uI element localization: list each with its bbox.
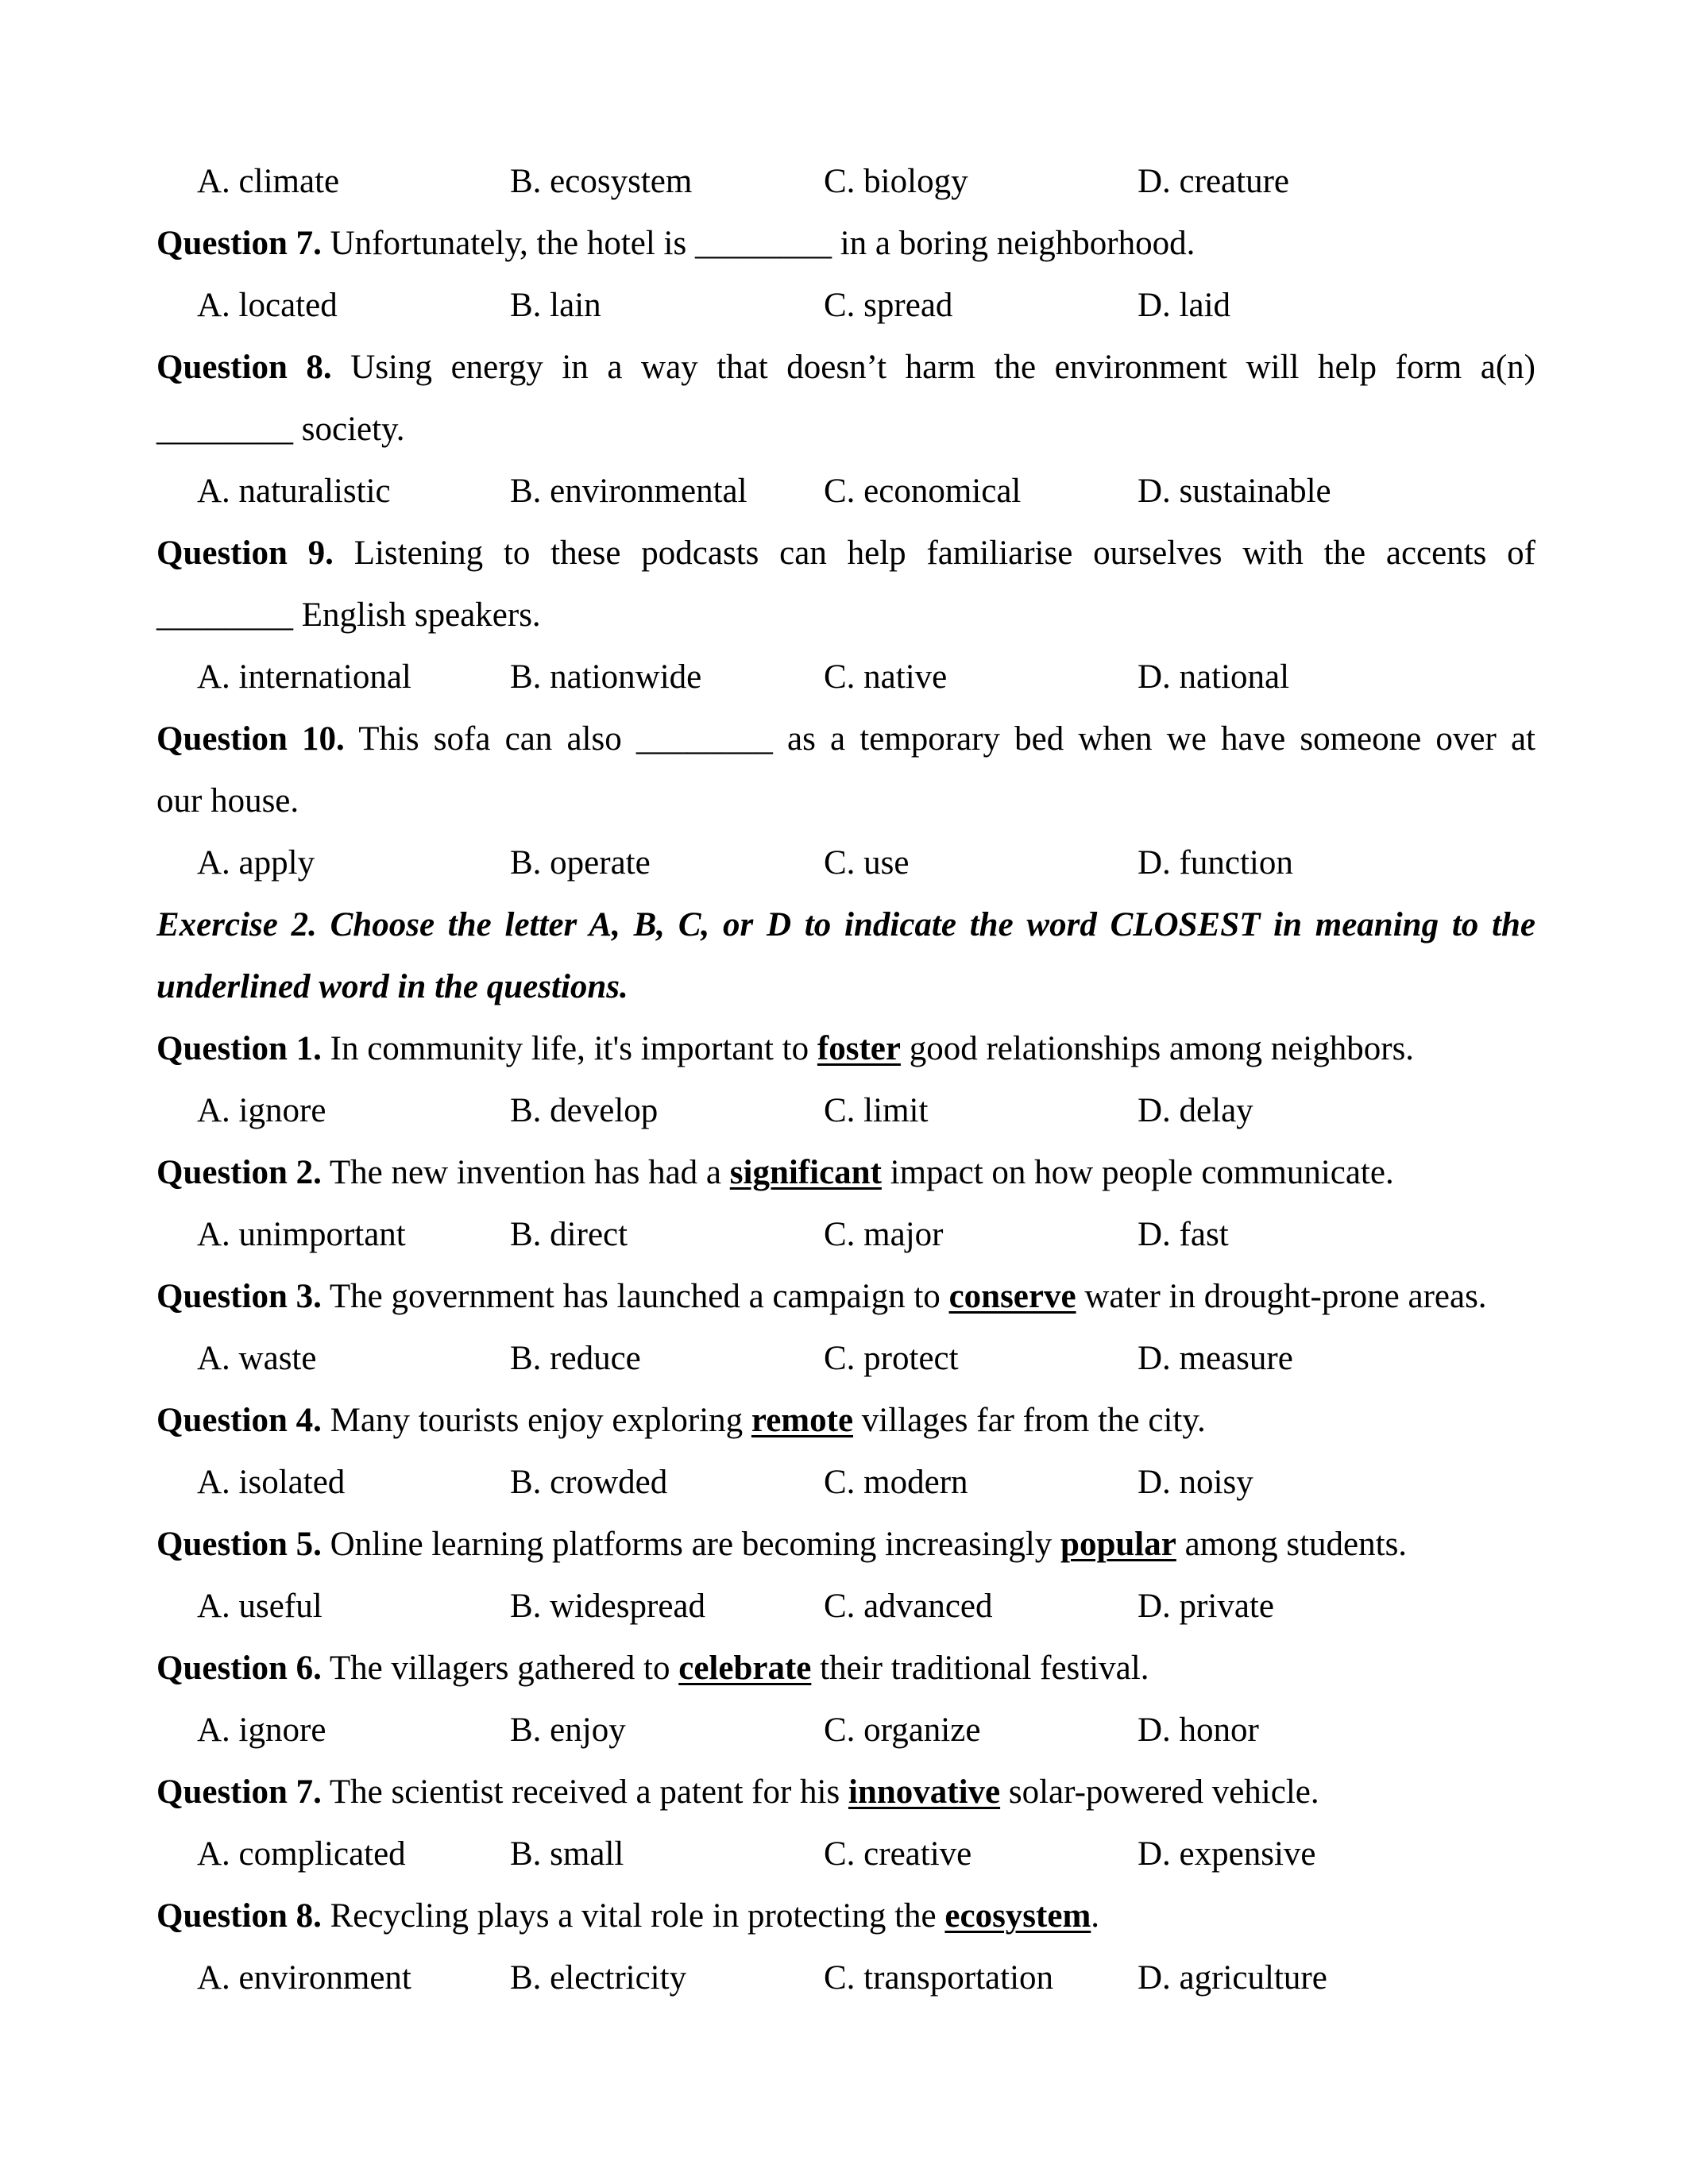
question-label: Question 8.	[156, 1897, 322, 1935]
ex2-question-8-options	[156, 1947, 1535, 2009]
question-text-before: Many tourists enjoy exploring	[330, 1402, 744, 1439]
ex2-question-4-options	[156, 1452, 1535, 1514]
question-stem-line-1: This sofa can also ________ as a temporary bed when we have someone over at	[358, 720, 1535, 758]
option-d: D. honor	[1138, 1711, 1259, 1749]
ex1-question-9-options	[156, 646, 1535, 708]
option-a: A. naturalistic	[197, 473, 391, 510]
question-text-before: In community life, it's important to	[330, 1030, 809, 1067]
exercise-2-heading	[156, 894, 1535, 956]
question-text-before: The villagers gathered to	[329, 1650, 670, 1687]
ex1-question-10-options	[156, 832, 1535, 894]
option-a: A. unimportant	[197, 1216, 406, 1253]
question-text-after: solar-powered vehicle.	[1008, 1773, 1319, 1811]
question-label: Question 1.	[156, 1030, 322, 1067]
option-d: D. agriculture	[1138, 1959, 1327, 1997]
question-label: Question 8.	[156, 349, 332, 386]
question-text-before: Online learning platforms are becoming increasingly	[330, 1526, 1053, 1563]
question-label: Question 2.	[156, 1154, 322, 1191]
ex2-question-2	[156, 1142, 1535, 1204]
option-d: D. expensive	[1138, 1835, 1316, 1873]
ex2-question-1	[156, 1018, 1535, 1080]
ex2-question-3-options	[156, 1328, 1535, 1390]
option-a: A. ignore	[197, 1092, 326, 1129]
underlined-keyword: innovative	[848, 1773, 1001, 1811]
option-b: B. direct	[510, 1216, 628, 1253]
question-text-after: water in drought-prone areas.	[1084, 1278, 1487, 1315]
option-b: B. ecosystem	[510, 163, 693, 200]
option-b: B. crowded	[510, 1464, 668, 1501]
exercise-heading-line-2: underlined word in the questions.	[156, 968, 628, 1005]
question-text-before: The new invention has had a	[329, 1154, 722, 1191]
ex2-question-3	[156, 1266, 1535, 1328]
question-label: Question 4.	[156, 1402, 322, 1439]
option-c: C. creative	[824, 1835, 972, 1873]
option-a: A. isolated	[197, 1464, 346, 1501]
option-c: C. major	[824, 1216, 944, 1253]
option-d: D. delay	[1138, 1092, 1253, 1129]
underlined-keyword: significant	[729, 1154, 882, 1191]
question-label: Question 6.	[156, 1650, 322, 1687]
question-text-after: among students.	[1184, 1526, 1408, 1563]
ex2-question-8	[156, 1885, 1535, 1947]
document-page	[156, 151, 1535, 2009]
ex2-question-6	[156, 1638, 1535, 1700]
question-stem-line-2: ________ society.	[156, 411, 405, 448]
option-d: D. creature	[1138, 163, 1289, 200]
option-c: C. native	[824, 658, 948, 696]
question-label: Question 10.	[156, 720, 345, 758]
option-c: C. organize	[824, 1711, 981, 1749]
option-d: D. measure	[1138, 1340, 1293, 1377]
option-a: A. complicated	[197, 1835, 406, 1873]
question-stem-line-2: ________ English speakers.	[156, 596, 541, 634]
question-stem-line-1: Using energy in a way that doesn’t harm the environment will help form a(n)	[350, 349, 1536, 386]
question-label: Question 7.	[156, 1773, 322, 1811]
option-d: D. national	[1138, 658, 1290, 696]
option-a: A. climate	[197, 163, 340, 200]
question-text-after: good relationships among neighbors.	[909, 1030, 1415, 1067]
ex1-question-8	[156, 337, 1535, 399]
option-d: D. fast	[1138, 1216, 1229, 1253]
ex2-question-6-options	[156, 1700, 1535, 1761]
ex2-question-5-options	[156, 1576, 1535, 1638]
option-a: A. environment	[197, 1959, 411, 1997]
option-b: B. electricity	[510, 1959, 687, 1997]
option-b: B. operate	[510, 844, 651, 882]
question-label: Question 7.	[156, 225, 322, 262]
ex2-question-5	[156, 1514, 1535, 1576]
option-c: C. transportation	[824, 1959, 1054, 1997]
exercise-heading-line-1: Exercise 2. Choose the letter A, B, C, or D to indicate the word CLOSEST in meaning to the	[156, 906, 1535, 943]
option-d: D. laid	[1138, 287, 1231, 324]
option-b: B. nationwide	[510, 658, 702, 696]
underlined-keyword: remote	[751, 1402, 854, 1439]
option-c: C. advanced	[824, 1588, 993, 1625]
question-label: Question 5.	[156, 1526, 322, 1563]
option-d: D. noisy	[1138, 1464, 1253, 1501]
question-text-after: their traditional festival.	[820, 1650, 1149, 1687]
option-b: B. develop	[510, 1092, 659, 1129]
option-a: A. useful	[197, 1588, 323, 1625]
question-label: Question 9.	[156, 534, 334, 572]
question-stem: Unfortunately, the hotel is ________ in a boring neighborhood.	[330, 225, 1196, 262]
underlined-keyword: foster	[817, 1030, 901, 1067]
option-a: A. ignore	[197, 1711, 326, 1749]
option-a: A. located	[197, 287, 338, 324]
option-b: B. enjoy	[510, 1711, 626, 1749]
ex2-question-7-options	[156, 1823, 1535, 1885]
ex1-question-7	[156, 213, 1535, 275]
exercise-2-heading-continued	[156, 956, 1535, 1018]
question-stem-line-2: our house.	[156, 782, 299, 820]
option-c: C. limit	[824, 1092, 929, 1129]
option-b: B. widespread	[510, 1588, 705, 1625]
ex1-question-8-options	[156, 461, 1535, 523]
option-a: A. international	[197, 658, 411, 696]
ex1-question-8-continued	[156, 399, 1535, 461]
ex2-question-7	[156, 1761, 1535, 1823]
option-b: B. reduce	[510, 1340, 641, 1377]
underlined-keyword: conserve	[948, 1278, 1076, 1315]
option-c: C. protect	[824, 1340, 959, 1377]
option-c: C. modern	[824, 1464, 968, 1501]
question-text-after: impact on how people communicate.	[890, 1154, 1394, 1191]
ex1-question-7-options	[156, 275, 1535, 337]
underlined-keyword: ecosystem	[944, 1897, 1091, 1935]
option-c: C. economical	[824, 473, 1022, 510]
option-c: C. biology	[824, 163, 968, 200]
underlined-keyword: popular	[1060, 1526, 1176, 1563]
option-b: B. small	[510, 1835, 624, 1873]
question-text-before: The government has launched a campaign to	[329, 1278, 941, 1315]
question-stem-line-1: Listening to these podcasts can help familiarise ourselves with the accents of	[353, 534, 1535, 572]
option-a: A. waste	[197, 1340, 317, 1377]
question-text-after: villages far from the city.	[861, 1402, 1206, 1439]
question-text-after: .	[1091, 1897, 1100, 1935]
option-c: C. use	[824, 844, 910, 882]
ex1-question-10-continued	[156, 770, 1535, 832]
question-text-before: The scientist received a patent for his	[329, 1773, 840, 1811]
option-d: D. private	[1138, 1588, 1274, 1625]
ex2-question-1-options	[156, 1080, 1535, 1142]
option-d: D. function	[1138, 844, 1293, 882]
question-label: Question 3.	[156, 1278, 322, 1315]
ex1-question-10	[156, 708, 1535, 770]
ex2-question-2-options	[156, 1204, 1535, 1266]
ex1-question-9-continued	[156, 585, 1535, 646]
option-c: C. spread	[824, 287, 953, 324]
option-b: B. environmental	[510, 473, 747, 510]
underlined-keyword: celebrate	[678, 1650, 812, 1687]
option-b: B. lain	[510, 287, 601, 324]
ex2-question-4	[156, 1390, 1535, 1452]
options-row-previous-question	[156, 151, 1535, 213]
ex1-question-9	[156, 523, 1535, 585]
option-a: A. apply	[197, 844, 315, 882]
question-text-before: Recycling plays a vital role in protecting the	[330, 1897, 937, 1935]
option-d: D. sustainable	[1138, 473, 1331, 510]
